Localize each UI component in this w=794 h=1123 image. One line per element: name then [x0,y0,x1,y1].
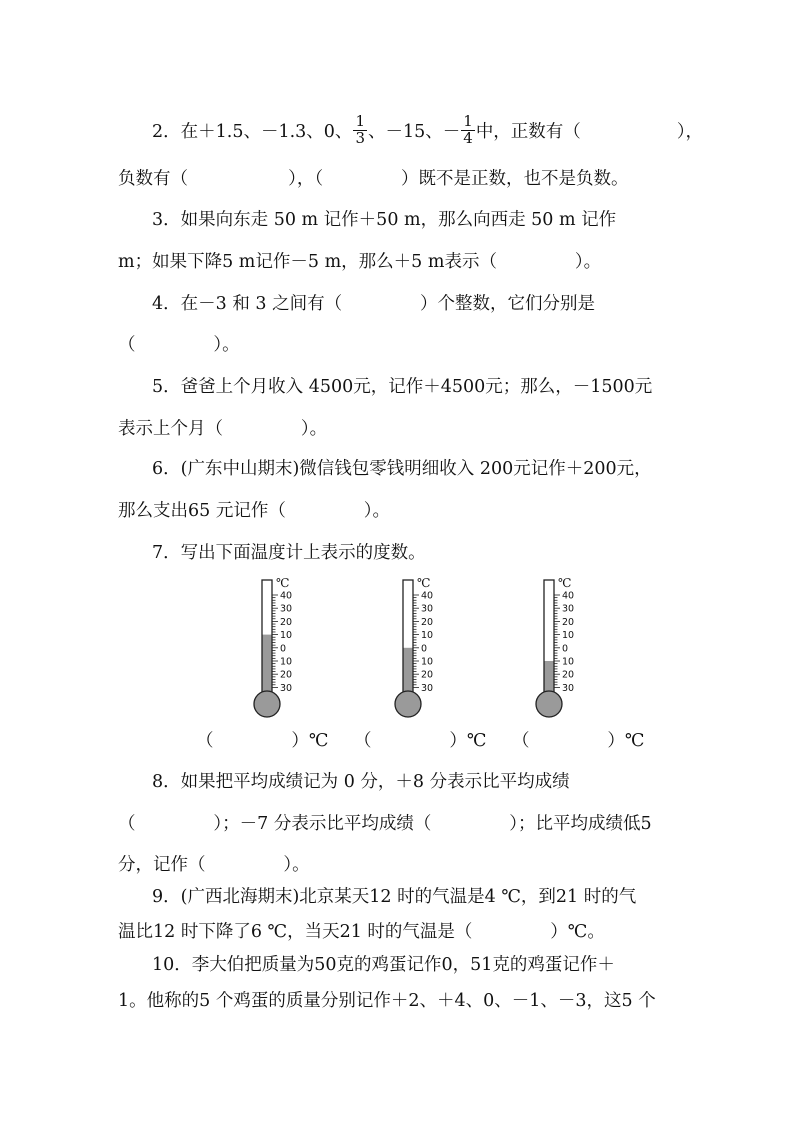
q2-line2: 负数有（ ），（ ）既不是正数，也不是负数。 [118,169,629,189]
fraction-one-third: $\frac{1}{3}$ [355,112,365,147]
q10-line2: 1。他称的5 个鸡蛋的质量分别记作＋2、＋4、0、－1、－3，这5 个 [118,991,656,1011]
q2-line1 [152,112,704,149]
thermometer-2-graphic [396,577,456,722]
scale-label: 20 [421,669,434,681]
q8-line2: （ ）；－7 分表示比平均成绩（ ）；比平均成绩低5 [118,814,652,834]
scale-label: 30 [280,603,293,615]
q6-line2: 那么支出65 元记作（ ）。 [118,501,390,521]
q2-text-b: 、－15、－ [367,121,461,142]
q4-line2: （ ）。 [118,335,240,355]
scale-label: 10 [562,656,575,668]
scale-label: 30 [562,682,575,694]
q9-line1: 9．(广西北海期末)北京某天12 时的气温是4 ℃，到21 时的气 [152,887,637,907]
unit-label: ℃ [276,576,290,590]
thermometer-2 [396,577,456,722]
scale-label: 10 [562,630,575,642]
q3-line2: m；如果下降5 m记作－5 m，那么＋5 m表示（ ）。 [118,252,602,272]
scale-label: 10 [280,656,293,668]
scale-label: 20 [421,616,434,628]
thermometer-3 [537,577,597,722]
scale-label: 20 [280,669,293,681]
scale-label: 10 [280,630,293,642]
q3-line1: 3．如果向东走 50 m 记作＋50 m，那么向西走 50 m 记作 [152,210,617,230]
thermometer-bulb [536,691,562,717]
scale-label: 30 [421,682,434,694]
q7-line1: 7．写出下面温度计上表示的度数。 [152,543,426,563]
unit-label: ℃ [558,576,572,590]
scale-label: 0 [280,643,287,655]
scale-label: 20 [562,669,575,681]
q10-line1: 10．李大伯把质量为50克的鸡蛋记作0，51克的鸡蛋记作＋ [152,955,615,975]
q4-line1: 4．在－3 和 3 之间有（ ）个整数，它们分别是 [152,294,595,314]
scale-label: 20 [280,616,293,628]
q8-line1: 8．如果把平均成绩记为 0 分，＋8 分表示比平均成绩 [152,772,570,792]
thermometer-bulb [254,691,280,717]
scale-label: 30 [280,682,293,694]
q2-text-d: ）， [676,121,704,142]
q7-answer-3: （ ）℃ [512,731,645,751]
q2-text-c: 中，正数有（ [475,121,581,142]
thermometer-bulb [395,691,421,717]
q5-line2: 表示上个月（ ）。 [118,419,328,439]
q6-line1: 6．(广东中山期末)微信钱包零钱明细收入 200元记作＋200元， [152,459,652,479]
q5-line1: 5．爸爸上个月收入 4500元，记作＋4500元；那么，－1500元 [152,377,653,397]
unit-label: ℃ [417,576,431,590]
scale-label: 40 [280,590,293,602]
q7-answer-2: （ ）℃ [354,731,487,751]
scale-label: 0 [562,643,569,655]
q7-answer-1: （ ）℃ [196,731,329,751]
scale-label: 30 [421,603,434,615]
scale-label: 0 [421,643,428,655]
fraction-one-quarter: $\frac{1}{4}$ [463,112,473,147]
scale-label: 40 [421,590,434,602]
thermometer-1 [255,577,315,722]
scale-label: 10 [421,630,434,642]
q9-line2: 温比12 时下降了6 ℃，当天21 时的气温是（ ）℃。 [118,922,605,942]
scale-label: 40 [562,590,575,602]
thermometer-3-graphic [537,577,597,722]
scale-label: 10 [421,656,434,668]
q8-line3: 分，记作（ ）。 [118,855,310,875]
q2-text-a: 2．在＋1.5、－1.3、0、 [152,121,353,142]
scale-label: 20 [562,616,575,628]
scale-label: 30 [562,603,575,615]
thermometer-1-graphic [255,577,315,722]
